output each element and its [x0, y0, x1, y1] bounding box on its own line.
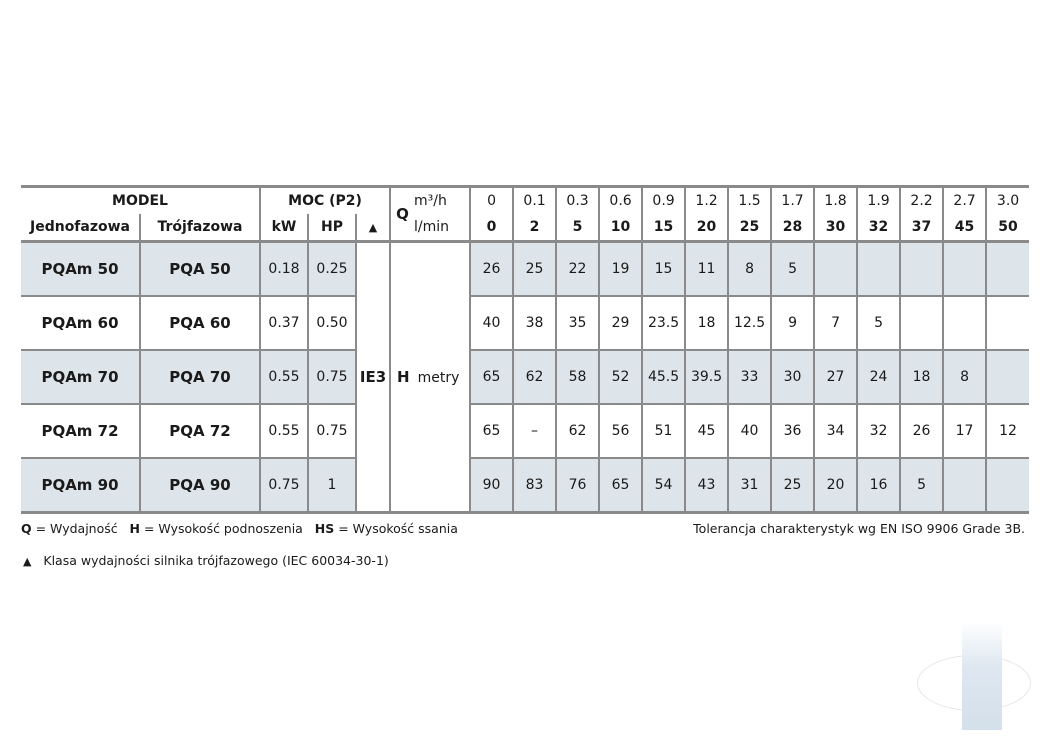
flow-m3h-cell: 3.0 — [986, 187, 1029, 215]
head-value-cell: 30 — [771, 350, 814, 404]
head-value-cell: 19 — [599, 242, 642, 297]
head-value-cell: 20 — [814, 458, 857, 513]
model-three-phase: PQA 72 — [140, 404, 260, 458]
flow-m3h-cell: 0.3 — [556, 187, 599, 215]
head-value-cell: 40 — [470, 296, 513, 350]
power-kw: 0.75 — [260, 458, 308, 513]
model-single-phase: PQAm 72 — [21, 404, 140, 458]
flow-m3h-cell: 1.8 — [814, 187, 857, 215]
ie3-class: IE3 — [356, 242, 390, 513]
power-kw: 0.55 — [260, 404, 308, 458]
head-value-cell: 58 — [556, 350, 599, 404]
head-value-cell: 25 — [513, 242, 556, 297]
power-hp: 0.25 — [308, 242, 356, 297]
table-row — [21, 404, 1029, 458]
head-value-cell: 65 — [470, 350, 513, 404]
power-kw: 0.18 — [260, 242, 308, 297]
flow-lmin-cell: 25 — [728, 214, 771, 242]
flow-m3h-cell: 1.5 — [728, 187, 771, 215]
head-value-cell: 12 — [986, 404, 1029, 458]
legend-abbreviations — [21, 521, 458, 536]
head-value-cell — [943, 458, 986, 513]
kw-header: kW — [260, 214, 308, 242]
power-header: MOC (P2) — [260, 187, 390, 215]
flow-m3h-cell: 1.7 — [771, 187, 814, 215]
head-value-cell: 51 — [642, 404, 685, 458]
flow-m3h-cell: 0.1 — [513, 187, 556, 215]
head-value-cell: 32 — [857, 404, 900, 458]
head-value-cell: 34 — [814, 404, 857, 458]
power-kw: 0.55 — [260, 350, 308, 404]
model-single-phase: PQAm 50 — [21, 242, 140, 297]
flow-m3h-cell: 1.2 — [685, 187, 728, 215]
legend-q-text: = Wydajność — [31, 521, 118, 536]
flow-lmin-cell: 5 — [556, 214, 599, 242]
flow-lmin-cell: 28 — [771, 214, 814, 242]
flow-lmin-cell: 15 — [642, 214, 685, 242]
legend-hs-text: = Wysokość ssania — [334, 521, 458, 536]
power-hp: 0.75 — [308, 350, 356, 404]
head-value-cell: 5 — [771, 242, 814, 297]
head-value-cell: 24 — [857, 350, 900, 404]
head-value-cell: 45.5 — [642, 350, 685, 404]
unit-m3h: m³/h — [414, 187, 470, 215]
head-value-cell — [986, 242, 1029, 297]
flow-lmin-cell: 10 — [599, 214, 642, 242]
head-value-cell — [943, 242, 986, 297]
head-value-cell — [986, 458, 1029, 513]
head-value-cell — [814, 242, 857, 297]
flow-m3h-cell: 2.7 — [943, 187, 986, 215]
head-value-cell: 5 — [900, 458, 943, 513]
model-header: MODEL — [21, 187, 260, 215]
head-unit-cell — [390, 242, 470, 513]
flow-m3h-cell: 0.6 — [599, 187, 642, 215]
power-hp: 0.75 — [308, 404, 356, 458]
head-value-cell: 56 — [599, 404, 642, 458]
head-value-cell: 11 — [685, 242, 728, 297]
triangle-icon: ▲ — [356, 214, 390, 242]
head-value-cell: 5 — [857, 296, 900, 350]
head-value-cell: 16 — [857, 458, 900, 513]
power-hp: 0.50 — [308, 296, 356, 350]
h-label: H — [397, 368, 410, 386]
model-three-phase: PQA 90 — [140, 458, 260, 513]
head-value-cell: 29 — [599, 296, 642, 350]
head-value-cell — [900, 242, 943, 297]
flow-m3h-cell: 0.9 — [642, 187, 685, 215]
legend-h-key: H — [129, 521, 141, 536]
head-value-cell: 38 — [513, 296, 556, 350]
head-value-cell: 25 — [771, 458, 814, 513]
model-three-phase: PQA 50 — [140, 242, 260, 297]
flow-lmin-cell: 20 — [685, 214, 728, 242]
head-value-cell: 65 — [599, 458, 642, 513]
efficiency-note-line — [23, 553, 389, 568]
flow-lmin-cell: 37 — [900, 214, 943, 242]
head-value-cell: 35 — [556, 296, 599, 350]
model-three-phase: PQA 60 — [140, 296, 260, 350]
flow-lmin-cell: 45 — [943, 214, 986, 242]
hp-header: HP — [308, 214, 356, 242]
triangle-icon: ▲ — [23, 555, 32, 568]
head-value-cell — [986, 350, 1029, 404]
table-row — [21, 350, 1029, 404]
head-value-cell: 45 — [685, 404, 728, 458]
head-value-cell: – — [513, 404, 556, 458]
head-value-cell: 26 — [900, 404, 943, 458]
head-value-cell: 90 — [470, 458, 513, 513]
head-value-cell: 17 — [943, 404, 986, 458]
head-value-cell — [943, 296, 986, 350]
head-value-cell: 52 — [599, 350, 642, 404]
tolerance-note: Tolerancja charakterystyk wg EN ISO 9906 Grade 3B. — [693, 521, 1025, 536]
head-value-cell — [900, 296, 943, 350]
head-value-cell — [986, 296, 1029, 350]
header-row-1 — [21, 187, 1029, 215]
head-value-cell: 33 — [728, 350, 771, 404]
head-value-cell: 12.5 — [728, 296, 771, 350]
legend-h-text: = Wysokość podnoszenia — [140, 521, 303, 536]
watermark-logo — [962, 622, 1002, 730]
flow-m3h-cell: 2.2 — [900, 187, 943, 215]
model-single-phase: PQAm 70 — [21, 350, 140, 404]
head-value-cell: 62 — [513, 350, 556, 404]
model-single-phase: PQAm 90 — [21, 458, 140, 513]
head-value-cell: 76 — [556, 458, 599, 513]
legend-q-key: Q — [21, 521, 32, 536]
metry-label: metry — [417, 370, 460, 386]
head-value-cell: 18 — [685, 296, 728, 350]
head-value-cell — [857, 242, 900, 297]
head-value-cell: 39.5 — [685, 350, 728, 404]
head-value-cell: 43 — [685, 458, 728, 513]
efficiency-note: Klasa wydajności silnika trójfazowego (IEC 60034-30-1) — [43, 553, 389, 568]
flow-lmin-cell: 30 — [814, 214, 857, 242]
flow-m3h-cell: 0 — [470, 187, 513, 215]
unit-lmin: l/min — [414, 214, 470, 242]
table-row — [21, 458, 1029, 513]
head-value-cell: 8 — [943, 350, 986, 404]
head-value-cell: 15 — [642, 242, 685, 297]
head-value-cell: 26 — [470, 242, 513, 297]
flow-lmin-cell: 2 — [513, 214, 556, 242]
three-phase-header: Trójfazowa — [140, 214, 260, 242]
header-row-2 — [21, 214, 1029, 242]
head-value-cell: 54 — [642, 458, 685, 513]
single-phase-header: Jednofazowa — [21, 214, 140, 242]
flow-lmin-cell: 0 — [470, 214, 513, 242]
head-value-cell: 27 — [814, 350, 857, 404]
legend-hs-key: HS — [314, 521, 335, 536]
flow-lmin-cell: 32 — [857, 214, 900, 242]
head-value-cell: 83 — [513, 458, 556, 513]
performance-table — [21, 185, 1029, 514]
q-header: Q — [390, 187, 414, 242]
head-value-cell: 9 — [771, 296, 814, 350]
head-value-cell: 18 — [900, 350, 943, 404]
flow-lmin-cell: 50 — [986, 214, 1029, 242]
head-value-cell: 36 — [771, 404, 814, 458]
table-row — [21, 296, 1029, 350]
model-three-phase: PQA 70 — [140, 350, 260, 404]
flow-m3h-cell: 1.9 — [857, 187, 900, 215]
head-value-cell: 22 — [556, 242, 599, 297]
head-value-cell: 62 — [556, 404, 599, 458]
head-value-cell: 23.5 — [642, 296, 685, 350]
table-row — [21, 242, 1029, 297]
power-kw: 0.37 — [260, 296, 308, 350]
head-value-cell: 8 — [728, 242, 771, 297]
power-hp: 1 — [308, 458, 356, 513]
head-value-cell: 7 — [814, 296, 857, 350]
head-value-cell: 31 — [728, 458, 771, 513]
head-value-cell: 65 — [470, 404, 513, 458]
head-value-cell: 40 — [728, 404, 771, 458]
model-single-phase: PQAm 60 — [21, 296, 140, 350]
